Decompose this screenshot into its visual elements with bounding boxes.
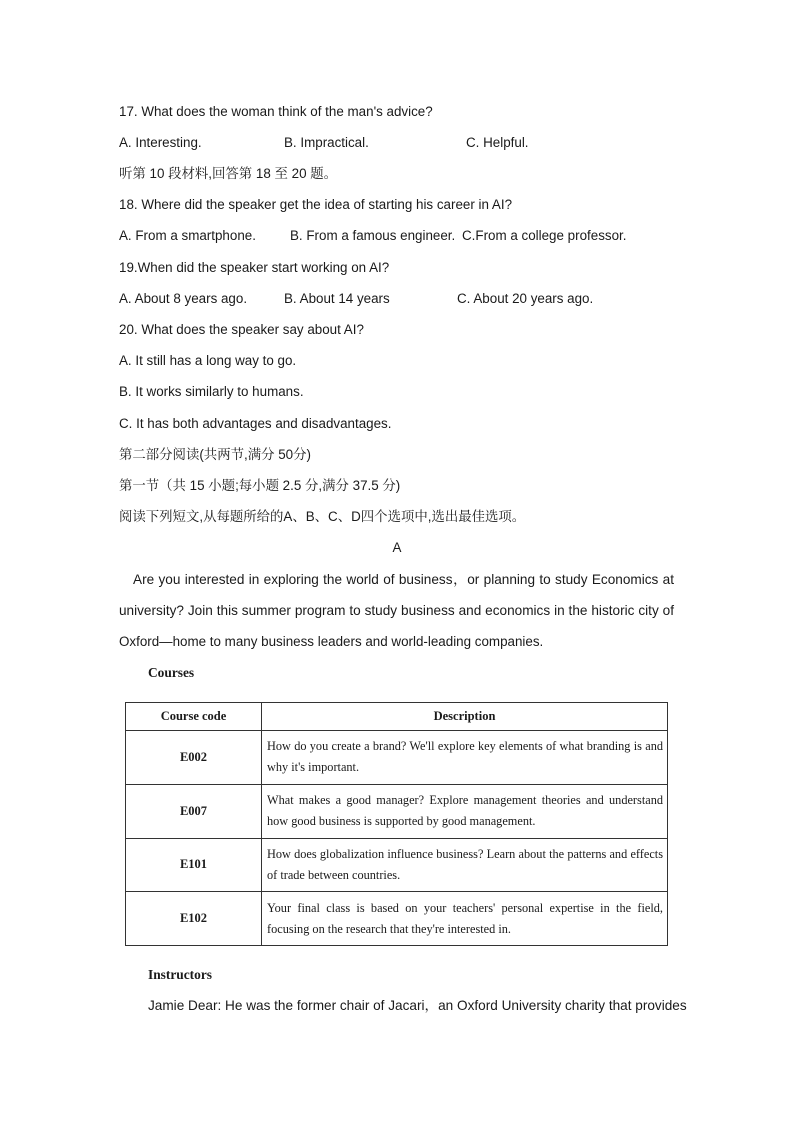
- table-row: [126, 838, 668, 892]
- question-17-option-c: C. Helpful.: [466, 135, 529, 150]
- question-20-stem: 20. What does the speaker say about AI?: [119, 322, 364, 337]
- instructors-heading: Instructors: [148, 967, 212, 982]
- table-header-row: [126, 703, 668, 731]
- column-header-course-code: Course code: [126, 703, 262, 731]
- column-header-description: Description: [262, 703, 668, 731]
- course-code-cell: E002: [126, 731, 262, 785]
- question-17-option-b: B. Impractical.: [284, 135, 369, 150]
- question-20-option-b: B. It works similarly to humans.: [119, 384, 304, 399]
- question-20-option-a: A. It still has a long way to go.: [119, 353, 297, 368]
- courses-heading: Courses: [148, 665, 195, 680]
- instructor-jamie-dear-line: Jamie Dear: He was the former chair of Jacari，an Oxford University charity that provides: [148, 998, 687, 1013]
- section-10-instruction: 听第 10 段材料,回答第 18 至 20 题。: [119, 166, 338, 181]
- question-19-stem: 19.When did the speaker start working on AI?: [119, 260, 390, 275]
- courses-table: [125, 702, 668, 946]
- question-19-option-a: A. About 8 years ago.: [119, 291, 248, 306]
- question-18-option-c: C.From a college professor.: [462, 228, 627, 243]
- table-row: [126, 892, 668, 946]
- reading-instruction: 阅读下列短文,从每题所给的A、B、C、D四个选项中,选出最佳选项。: [119, 509, 526, 524]
- intro-line-2: university? Join this summer program to study business and economics in the historic city of: [119, 603, 674, 618]
- question-19-option-b: B. About 14 years: [284, 291, 390, 306]
- intro-line-1: Are you interested in exploring the world of business，or planning to study Economics at: [133, 572, 674, 587]
- question-18-option-b: B. From a famous engineer.: [290, 228, 456, 243]
- part-2-heading: 第二部分阅读(共两节,满分 50分): [119, 447, 311, 462]
- course-description-cell: How does globalization influence business? Learn about the patterns and effects of trade between countries.: [262, 838, 668, 892]
- passage-label: A: [392, 540, 402, 555]
- question-19-option-c: C. About 20 years ago.: [457, 291, 594, 306]
- question-20-option-c: C. It has both advantages and disadvantages.: [119, 416, 392, 431]
- course-description-cell: Your final class is based on your teachers' personal expertise in the field, focusing on the research that they're interested in.: [262, 892, 668, 946]
- course-code-cell: E007: [126, 784, 262, 838]
- intro-line-3: Oxford—home to many business leaders and world-leading companies.: [119, 634, 544, 649]
- question-18-stem: 18. Where did the speaker get the idea of starting his career in AI?: [119, 197, 513, 212]
- table-row: [126, 731, 668, 785]
- table-row: [126, 784, 668, 838]
- course-description-cell: How do you create a brand? We'll explore key elements of what branding is and why it's important.: [262, 731, 668, 785]
- section-1-heading: 第一节（共 15 小题;每小题 2.5 分,满分 37.5 分): [119, 478, 401, 493]
- question-17-option-a: A. Interesting.: [119, 135, 202, 150]
- question-18-option-a: A. From a smartphone.: [119, 228, 256, 243]
- question-17-stem: 17. What does the woman think of the man's advice?: [119, 104, 433, 119]
- course-code-cell: E102: [126, 892, 262, 946]
- course-code-cell: E101: [126, 838, 262, 892]
- course-description-cell: What makes a good manager? Explore management theories and understand how good business is supported by good management.: [262, 784, 668, 838]
